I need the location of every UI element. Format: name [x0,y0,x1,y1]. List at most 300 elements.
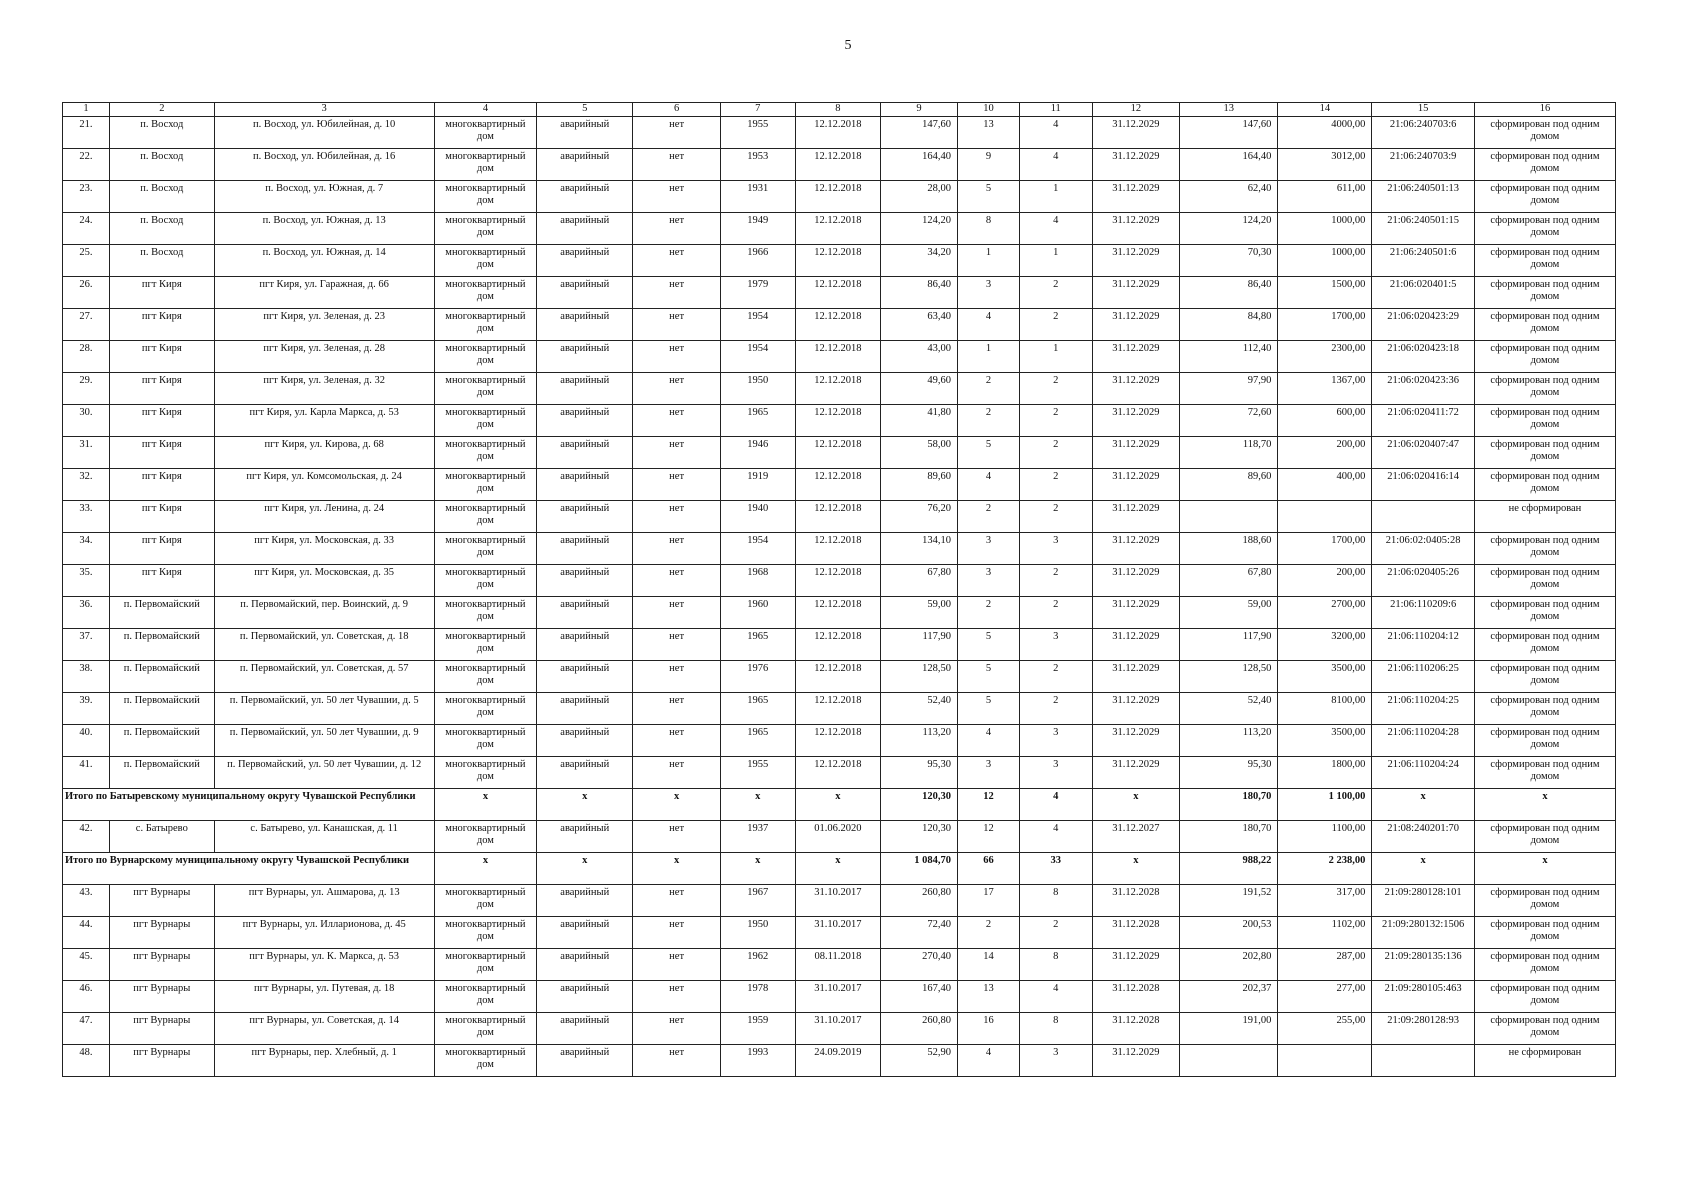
plot-status-cell: сформирован под одним домом [1474,117,1615,149]
apartments-count-cell: 1 [1019,245,1092,277]
subtotal-plot-size: 2 238,00 [1278,853,1372,885]
building-type-cell: многоквартирный дом [434,917,537,949]
area-cell: 113,20 [881,725,958,757]
area-cell: 41,80 [881,405,958,437]
address-cell: пгт Киря, ул. Комсомольская, д. 24 [214,469,434,501]
apartments-count-cell: 2 [1019,501,1092,533]
subtotal-label: Итого по Батыревскому муниципальному округу Чувашской Республики [63,789,435,821]
building-type-cell: многоквартирный дом [434,469,537,501]
year-built-cell: 1954 [720,309,795,341]
plot-status-cell: сформирован под одним домом [1474,149,1615,181]
building-type-cell: многоквартирный дом [434,597,537,629]
recognition-date-cell: 12.12.2018 [795,341,880,373]
building-type-cell: многоквартирный дом [434,213,537,245]
resettlement-deadline-cell: 31.12.2027 [1092,821,1180,853]
address-cell: пгт Киря, ул. Зеленая, д. 23 [214,309,434,341]
recognition-date-cell: 12.12.2018 [795,277,880,309]
housing-register-sheet [62,102,1616,1077]
area-cell: 52,40 [881,693,958,725]
apartments-count-cell: 8 [1019,1013,1092,1045]
plot-status-cell: сформирован под одним домом [1474,757,1615,789]
condition-cell: аварийный [537,277,633,309]
condition-cell: аварийный [537,181,633,213]
apartments-count-cell: 3 [1019,725,1092,757]
recognition-date-cell: 12.12.2018 [795,149,880,181]
settlement-cell: пгт Вурнары [109,949,214,981]
year-built-cell: 1965 [720,405,795,437]
resettlement-deadline-cell: 31.12.2029 [1092,245,1180,277]
area-cell: 164,40 [881,149,958,181]
row-number-cell: 25. [63,245,110,277]
area-cell: 260,80 [881,1013,958,1045]
subtotal-area: 1 084,70 [881,853,958,885]
declared-unsafe-cell: нет [633,373,721,405]
row-number-cell: 45. [63,949,110,981]
apartments-count-cell: 8 [1019,885,1092,917]
condition-cell: аварийный [537,725,633,757]
plot-size-cell: 2700,00 [1278,597,1372,629]
declared-unsafe-cell: нет [633,245,721,277]
plot-status-cell: сформирован под одним домом [1474,181,1615,213]
plot-size-cell: 8100,00 [1278,693,1372,725]
table-row [63,437,1616,469]
column-header: 3 [214,103,434,117]
column-header: 2 [109,103,214,117]
year-built-cell: 1976 [720,661,795,693]
table-row [63,277,1616,309]
cadastral-number-cell [1372,501,1475,533]
year-built-cell: 1937 [720,821,795,853]
table-row [63,469,1616,501]
plot-size-cell: 1102,00 [1278,917,1372,949]
page-number: 5 [844,38,852,53]
plot-status-cell: сформирован под одним домом [1474,661,1615,693]
row-number-cell: 36. [63,597,110,629]
row-number-cell: 26. [63,277,110,309]
area-cell: 95,30 [881,757,958,789]
recognition-date-cell: 12.12.2018 [795,629,880,661]
row-number-cell: 40. [63,725,110,757]
address-cell: пгт Киря, ул. Карла Маркса, д. 53 [214,405,434,437]
recognition-date-cell: 01.06.2020 [795,821,880,853]
recognition-date-cell: 12.12.2018 [795,181,880,213]
row-number-cell: 42. [63,821,110,853]
subtotal-area: 120,30 [881,789,958,821]
subtotal-residents-count: 66 [958,853,1020,885]
row-number-cell: 24. [63,213,110,245]
condition-cell: аварийный [537,949,633,981]
table-row [63,981,1616,1013]
address-cell: пгт Вурнары, пер. Хлебный, д. 1 [214,1045,434,1077]
building-type-cell: многоквартирный дом [434,629,537,661]
area-cell: 167,40 [881,981,958,1013]
plot-area-cell: 97,90 [1180,373,1278,405]
plot-size-cell: 1000,00 [1278,213,1372,245]
settlement-cell: пгт Киря [109,469,214,501]
condition-cell: аварийный [537,885,633,917]
plot-area-cell: 147,60 [1180,117,1278,149]
area-cell: 270,40 [881,949,958,981]
residents-count-cell: 8 [958,213,1020,245]
residents-count-cell: 5 [958,437,1020,469]
condition-cell: аварийный [537,437,633,469]
column-header: 1 [63,103,110,117]
building-type-cell: многоквартирный дом [434,501,537,533]
plot-area-cell: 202,37 [1180,981,1278,1013]
settlement-cell: пгт Вурнары [109,917,214,949]
area-cell: 63,40 [881,309,958,341]
area-cell: 52,90 [881,1045,958,1077]
plot-status-cell: сформирован под одним домом [1474,981,1615,1013]
residents-count-cell: 2 [958,373,1020,405]
row-number-cell: 21. [63,117,110,149]
residents-count-cell: 2 [958,405,1020,437]
cadastral-number-cell: 21:06:020411:72 [1372,405,1475,437]
apartments-count-cell: 1 [1019,341,1092,373]
table-row [63,661,1616,693]
building-type-cell: многоквартирный дом [434,981,537,1013]
cadastral-number-cell: 21:09:280135:136 [1372,949,1475,981]
building-type-cell: многоквартирный дом [434,821,537,853]
subtotal-recognition-date: x [795,853,880,885]
building-type-cell: многоквартирный дом [434,1013,537,1045]
residents-count-cell: 3 [958,277,1020,309]
table-row [63,213,1616,245]
recognition-date-cell: 12.12.2018 [795,597,880,629]
recognition-date-cell: 12.12.2018 [795,533,880,565]
year-built-cell: 1966 [720,245,795,277]
plot-area-cell: 128,50 [1180,661,1278,693]
cadastral-number-cell: 21:06:110204:24 [1372,757,1475,789]
year-built-cell: 1919 [720,469,795,501]
recognition-date-cell: 12.12.2018 [795,565,880,597]
row-number-cell: 23. [63,181,110,213]
plot-status-cell: сформирован под одним домом [1474,917,1615,949]
plot-size-cell: 317,00 [1278,885,1372,917]
plot-area-cell: 164,40 [1180,149,1278,181]
plot-area-cell: 89,60 [1180,469,1278,501]
settlement-cell: пгт Вурнары [109,885,214,917]
row-number-cell: 48. [63,1045,110,1077]
plot-area-cell: 52,40 [1180,693,1278,725]
address-cell: п. Первомайский, ул. 50 лет Чувашии, д. 9 [214,725,434,757]
recognition-date-cell: 12.12.2018 [795,693,880,725]
row-number-cell: 35. [63,565,110,597]
year-built-cell: 1967 [720,885,795,917]
area-cell: 134,10 [881,533,958,565]
building-type-cell: многоквартирный дом [434,725,537,757]
declared-unsafe-cell: нет [633,213,721,245]
subtotal-year-built: x [720,853,795,885]
year-built-cell: 1960 [720,597,795,629]
area-cell: 120,30 [881,821,958,853]
settlement-cell: п. Первомайский [109,597,214,629]
year-built-cell: 1949 [720,213,795,245]
recognition-date-cell: 12.12.2018 [795,437,880,469]
resettlement-deadline-cell: 31.12.2029 [1092,501,1180,533]
plot-area-cell [1180,501,1278,533]
subtotal-declared-unsafe: x [633,789,721,821]
plot-status-cell: сформирован под одним домом [1474,405,1615,437]
row-number-cell: 41. [63,757,110,789]
year-built-cell: 1959 [720,1013,795,1045]
apartments-count-cell: 2 [1019,597,1092,629]
cadastral-number-cell: 21:06:02:0405:28 [1372,533,1475,565]
plot-size-cell: 287,00 [1278,949,1372,981]
cadastral-number-cell: 21:06:240501:6 [1372,245,1475,277]
row-number-cell: 38. [63,661,110,693]
residents-count-cell: 13 [958,117,1020,149]
declared-unsafe-cell: нет [633,757,721,789]
cadastral-number-cell [1372,1045,1475,1077]
plot-status-cell: сформирован под одним домом [1474,213,1615,245]
subtotal-apartments-count: 4 [1019,789,1092,821]
declared-unsafe-cell: нет [633,501,721,533]
resettlement-deadline-cell: 31.12.2028 [1092,981,1180,1013]
table-row [63,1045,1616,1077]
plot-area-cell: 200,53 [1180,917,1278,949]
recognition-date-cell: 12.12.2018 [795,213,880,245]
settlement-cell: пгт Киря [109,533,214,565]
cadastral-number-cell: 21:06:240703:9 [1372,149,1475,181]
area-cell: 28,00 [881,181,958,213]
address-cell: п. Первомайский, ул. Советская, д. 18 [214,629,434,661]
settlement-cell: с. Батырево [109,821,214,853]
condition-cell: аварийный [537,245,633,277]
residents-count-cell: 9 [958,149,1020,181]
area-cell: 117,90 [881,629,958,661]
row-number-cell: 47. [63,1013,110,1045]
plot-status-cell: не сформирован [1474,1045,1615,1077]
cadastral-number-cell: 21:08:240201:70 [1372,821,1475,853]
resettlement-deadline-cell: 31.12.2029 [1092,117,1180,149]
condition-cell: аварийный [537,917,633,949]
plot-size-cell: 200,00 [1278,437,1372,469]
building-type-cell: многоквартирный дом [434,405,537,437]
residents-count-cell: 16 [958,1013,1020,1045]
residents-count-cell: 4 [958,469,1020,501]
year-built-cell: 1965 [720,693,795,725]
cadastral-number-cell: 21:06:110204:12 [1372,629,1475,661]
plot-area-cell: 95,30 [1180,757,1278,789]
declared-unsafe-cell: нет [633,181,721,213]
resettlement-deadline-cell: 31.12.2029 [1092,597,1180,629]
plot-area-cell: 118,70 [1180,437,1278,469]
condition-cell: аварийный [537,629,633,661]
settlement-cell: пгт Киря [109,341,214,373]
recognition-date-cell: 12.12.2018 [795,661,880,693]
column-header: 15 [1372,103,1475,117]
cadastral-number-cell: 21:06:240703:6 [1372,117,1475,149]
table-row [63,725,1616,757]
building-type-cell: многоквартирный дом [434,277,537,309]
area-cell: 58,00 [881,437,958,469]
settlement-cell: п. Восход [109,149,214,181]
emergency-housing-table [62,102,1616,1077]
resettlement-deadline-cell: 31.12.2029 [1092,565,1180,597]
resettlement-deadline-cell: 31.12.2029 [1092,437,1180,469]
cadastral-number-cell: 21:06:020423:29 [1372,309,1475,341]
plot-size-cell: 1367,00 [1278,373,1372,405]
plot-status-cell: сформирован под одним домом [1474,469,1615,501]
plot-size-cell: 1700,00 [1278,533,1372,565]
residents-count-cell: 3 [958,565,1020,597]
cadastral-number-cell: 21:06:020405:26 [1372,565,1475,597]
settlement-cell: пгт Киря [109,405,214,437]
plot-status-cell: сформирован под одним домом [1474,533,1615,565]
plot-size-cell: 3500,00 [1278,661,1372,693]
address-cell: пгт Вурнары, ул. К. Маркса, д. 53 [214,949,434,981]
settlement-cell: пгт Вурнары [109,981,214,1013]
building-type-cell: многоквартирный дом [434,341,537,373]
subtotal-cadastral-number: x [1372,789,1475,821]
resettlement-deadline-cell: 31.12.2029 [1092,661,1180,693]
declared-unsafe-cell: нет [633,277,721,309]
apartments-count-cell: 2 [1019,405,1092,437]
address-cell: пгт Вурнары, ул. Советская, д. 14 [214,1013,434,1045]
recognition-date-cell: 08.11.2018 [795,949,880,981]
settlement-cell: п. Восход [109,213,214,245]
plot-size-cell: 255,00 [1278,1013,1372,1045]
table-row [63,341,1616,373]
row-number-cell: 30. [63,405,110,437]
table-row [63,821,1616,853]
area-cell: 67,80 [881,565,958,597]
subtotal-resettlement-deadline: x [1092,789,1180,821]
settlement-cell: пгт Киря [109,565,214,597]
column-header: 16 [1474,103,1615,117]
declared-unsafe-cell: нет [633,533,721,565]
address-cell: пгт Киря, ул. Зеленая, д. 32 [214,373,434,405]
row-number-cell: 33. [63,501,110,533]
subtotal-plot-area: 180,70 [1180,789,1278,821]
building-type-cell: многоквартирный дом [434,757,537,789]
residents-count-cell: 14 [958,949,1020,981]
area-cell: 124,20 [881,213,958,245]
building-type-cell: многоквартирный дом [434,565,537,597]
subtotal-row [63,853,1616,885]
residents-count-cell: 2 [958,501,1020,533]
settlement-cell: п. Первомайский [109,725,214,757]
address-cell: п. Восход, ул. Южная, д. 7 [214,181,434,213]
address-cell: пгт Киря, ул. Зеленая, д. 28 [214,341,434,373]
plot-area-cell: 84,80 [1180,309,1278,341]
condition-cell: аварийный [537,661,633,693]
building-type-cell: многоквартирный дом [434,533,537,565]
declared-unsafe-cell: нет [633,917,721,949]
resettlement-deadline-cell: 31.12.2029 [1092,405,1180,437]
apartments-count-cell: 4 [1019,149,1092,181]
residents-count-cell: 2 [958,597,1020,629]
resettlement-deadline-cell: 31.12.2029 [1092,149,1180,181]
residents-count-cell: 13 [958,981,1020,1013]
area-cell: 72,40 [881,917,958,949]
year-built-cell: 1968 [720,565,795,597]
settlement-cell: пгт Киря [109,277,214,309]
column-header: 12 [1092,103,1180,117]
plot-status-cell: сформирован под одним домом [1474,597,1615,629]
resettlement-deadline-cell: 31.12.2029 [1092,181,1180,213]
recognition-date-cell: 12.12.2018 [795,245,880,277]
subtotal-building-type: x [434,853,537,885]
column-header: 9 [881,103,958,117]
recognition-date-cell: 31.10.2017 [795,917,880,949]
plot-status-cell: сформирован под одним домом [1474,1013,1615,1045]
building-type-cell: многоквартирный дом [434,949,537,981]
condition-cell: аварийный [537,821,633,853]
subtotal-condition: x [537,853,633,885]
year-built-cell: 1950 [720,373,795,405]
settlement-cell: пгт Киря [109,373,214,405]
address-cell: п. Восход, ул. Юбилейная, д. 10 [214,117,434,149]
subtotal-plot-area: 988,22 [1180,853,1278,885]
table-row [63,245,1616,277]
residents-count-cell: 12 [958,821,1020,853]
residents-count-cell: 4 [958,725,1020,757]
condition-cell: аварийный [537,1045,633,1077]
residents-count-cell: 2 [958,917,1020,949]
apartments-count-cell: 2 [1019,661,1092,693]
resettlement-deadline-cell: 31.12.2028 [1092,1013,1180,1045]
plot-size-cell: 1500,00 [1278,277,1372,309]
plot-size-cell: 1700,00 [1278,309,1372,341]
subtotal-plot-size: 1 100,00 [1278,789,1372,821]
recognition-date-cell: 12.12.2018 [795,373,880,405]
resettlement-deadline-cell: 31.12.2029 [1092,469,1180,501]
subtotal-year-built: x [720,789,795,821]
table-row [63,405,1616,437]
residents-count-cell: 5 [958,693,1020,725]
declared-unsafe-cell: нет [633,693,721,725]
recognition-date-cell: 12.12.2018 [795,757,880,789]
plot-area-cell: 112,40 [1180,341,1278,373]
declared-unsafe-cell: нет [633,597,721,629]
recognition-date-cell: 12.12.2018 [795,309,880,341]
declared-unsafe-cell: нет [633,309,721,341]
subtotal-cadastral-number: x [1372,853,1475,885]
cadastral-number-cell: 21:06:020407:47 [1372,437,1475,469]
cadastral-number-cell: 21:06:020423:18 [1372,341,1475,373]
resettlement-deadline-cell: 31.12.2029 [1092,277,1180,309]
declared-unsafe-cell: нет [633,149,721,181]
row-number-cell: 44. [63,917,110,949]
area-cell: 86,40 [881,277,958,309]
recognition-date-cell: 12.12.2018 [795,501,880,533]
row-number-cell: 34. [63,533,110,565]
declared-unsafe-cell: нет [633,405,721,437]
resettlement-deadline-cell: 31.12.2029 [1092,309,1180,341]
resettlement-deadline-cell: 31.12.2029 [1092,725,1180,757]
cadastral-number-cell: 21:06:020416:14 [1372,469,1475,501]
header-row [63,103,1616,117]
condition-cell: аварийный [537,341,633,373]
declared-unsafe-cell: нет [633,341,721,373]
plot-status-cell: сформирован под одним домом [1474,277,1615,309]
resettlement-deadline-cell: 31.12.2029 [1092,757,1180,789]
plot-status-cell: сформирован под одним домом [1474,949,1615,981]
table-row [63,757,1616,789]
plot-area-cell: 113,20 [1180,725,1278,757]
apartments-count-cell: 2 [1019,277,1092,309]
table-row [63,373,1616,405]
condition-cell: аварийный [537,1013,633,1045]
plot-size-cell [1278,501,1372,533]
settlement-cell: п. Восход [109,117,214,149]
table-row [63,917,1616,949]
subtotal-row [63,789,1616,821]
settlement-cell: п. Первомайский [109,661,214,693]
row-number-cell: 46. [63,981,110,1013]
